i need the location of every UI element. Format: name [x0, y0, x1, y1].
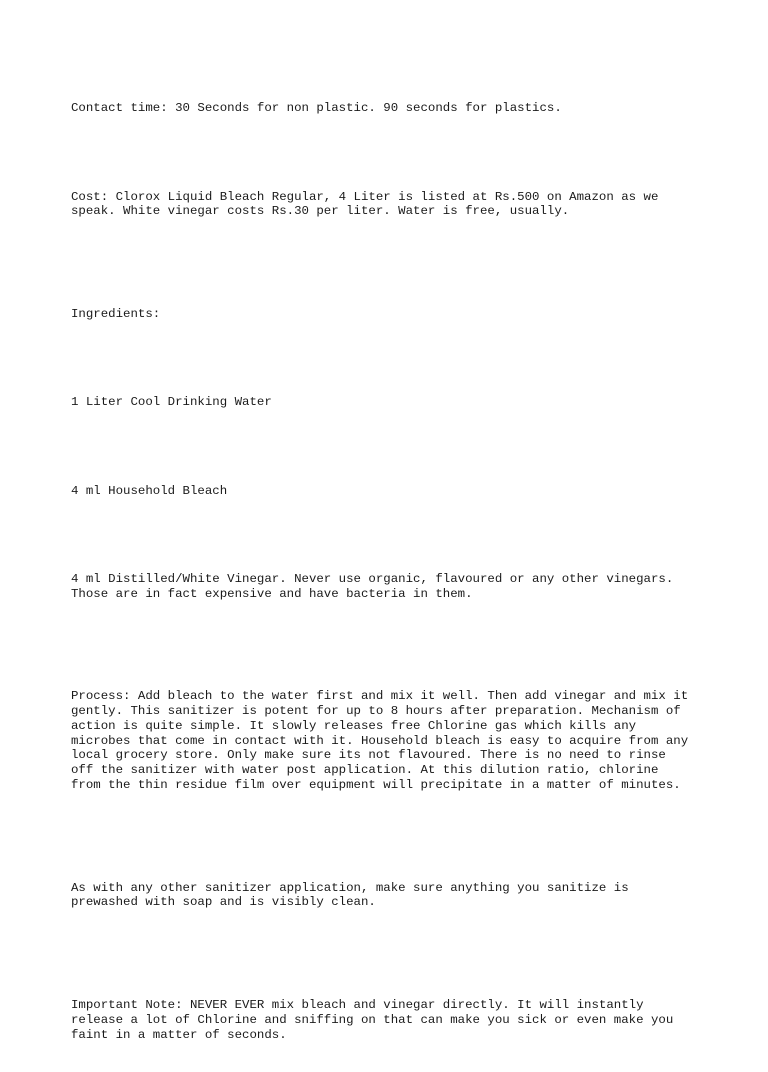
important-note-paragraph: Important Note: NEVER EVER mix bleach and vinegar directly. It will instantly release a lot of Chlorine and sniffing on that can make you sick or even make you faint in a matter of seconds. — [71, 998, 674, 1042]
document-body — [71, 72, 711, 1072]
ingredient-vinegar: 4 ml Distilled/White Vinegar. Never use organic, flavoured or any other vinegars. Those are in fact expensive and have bacteria in them. — [71, 571, 674, 601]
spacer — [71, 939, 711, 968]
ingredient-water: 1 Liter Cool Drinking Water — [71, 395, 272, 410]
spacer — [71, 248, 711, 277]
contact-time-paragraph: Contact time: 30 Seconds for non plastic. 90 seconds for plastics. — [71, 101, 562, 116]
spacer — [71, 351, 711, 366]
spacer — [71, 528, 711, 543]
ingredient-bleach: 4 ml Household Bleach — [71, 483, 228, 498]
cost-paragraph: Cost: Clorox Liquid Bleach Regular, 4 Liter is listed at Rs.500 on Amazon as we speak. White vinegar costs Rs.30 per liter. Water is free, usually. — [71, 189, 659, 219]
process-paragraph: Process: Add bleach to the water first and mix it well. Then add vinegar and mix it gently. This sanitizer is potent for up to 8 hours after preparation. Mechanism of action is quite simple. It slowly releases free Chlorine gas which kills any microbes that come in contact with it. Household bleach is easy to acquire from any local grocery store. Only make sure its not flavoured. There is no need to rinse off the sanitizer with water post application. At this dilution ratio, chlorine from the thin residue film over equipment will precipitate in a matter of minutes. — [71, 689, 689, 792]
spacer — [71, 631, 711, 660]
spacer — [71, 822, 711, 851]
spacer — [71, 440, 711, 455]
prewash-paragraph: As with any other sanitizer application, make sure anything you sanitize is prewashed with soap and is visibly clean. — [71, 880, 629, 910]
spacer — [71, 146, 711, 161]
ingredients-heading: Ingredients: — [71, 307, 161, 322]
